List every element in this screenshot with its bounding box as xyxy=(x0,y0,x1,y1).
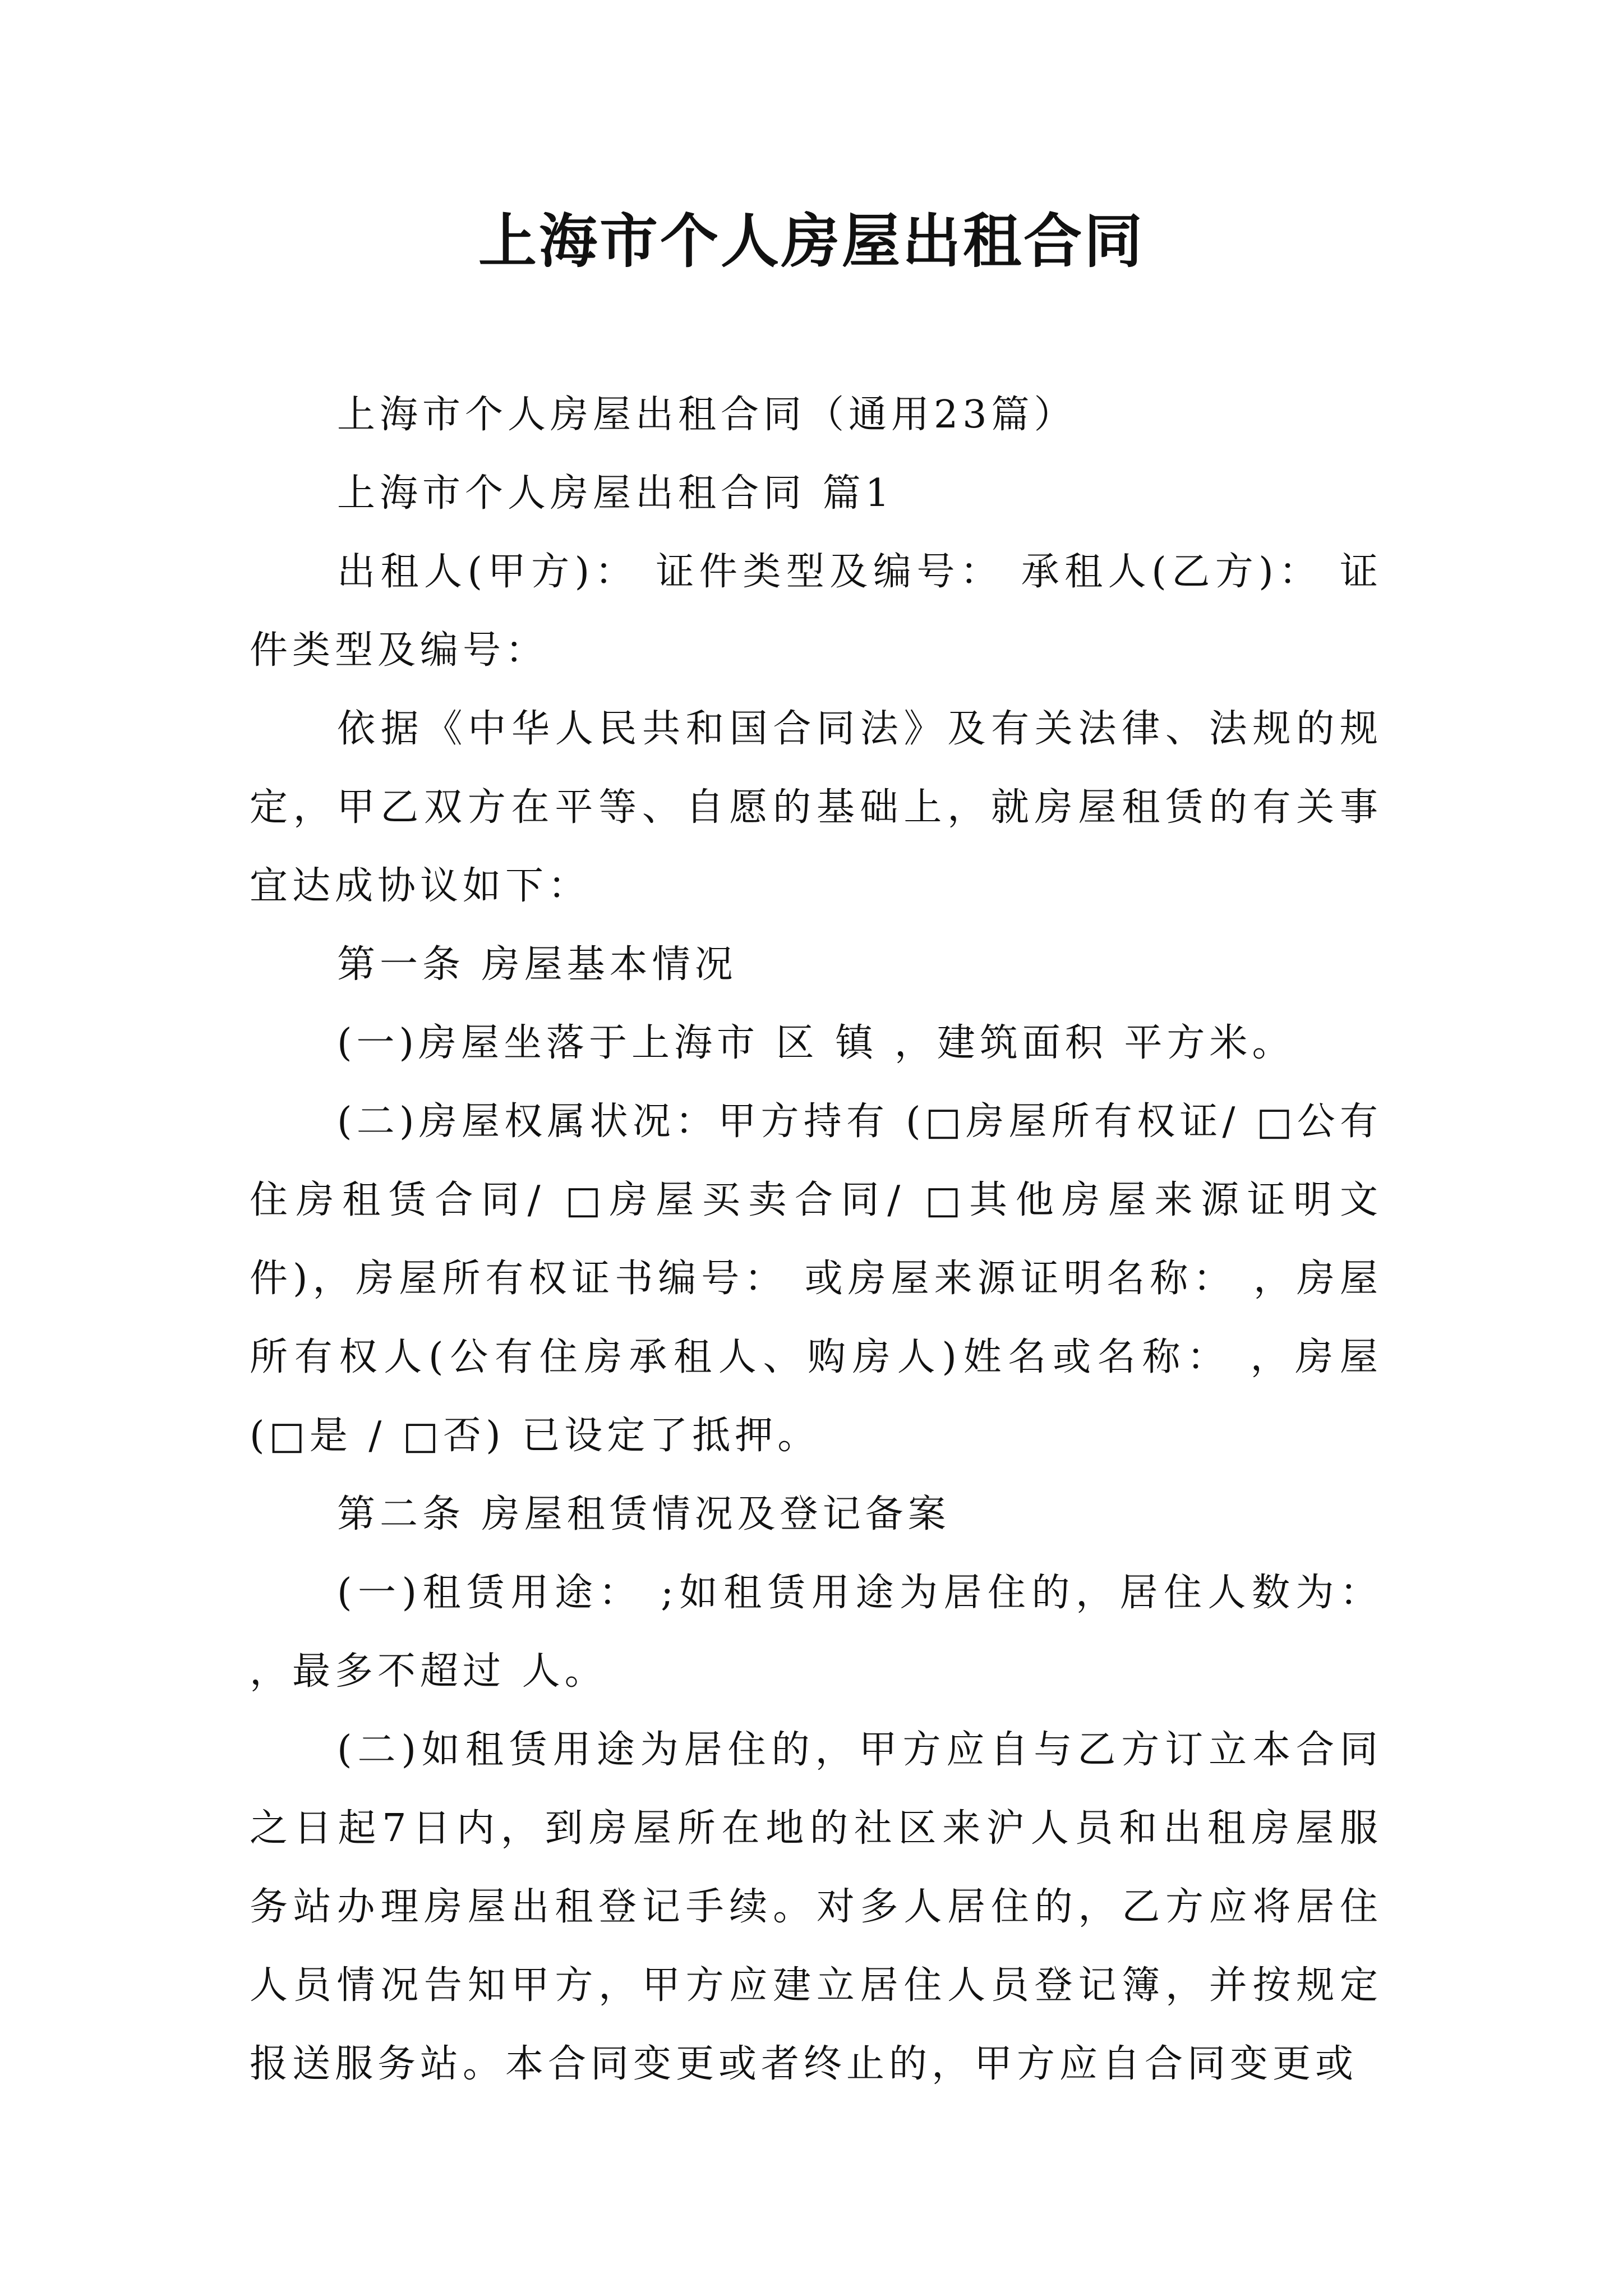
paragraph-parties: 出租人(甲方)： 证件类型及编号： 承租人(乙方)： 证件类型及编号： xyxy=(250,550,1382,673)
paragraph-preamble: 依据《中华人民共和国合同法》及有关法律、法规的规定，甲乙双方在平等、自愿的基础上，就房屋租赁的有关事宜达成协议如下： xyxy=(250,707,1382,908)
document-title: 上海市个人房屋出租合同 xyxy=(478,206,1145,275)
paragraph-section-1-heading: 第一条 房屋基本情况 xyxy=(337,942,737,987)
paragraph-article-heading: 上海市个人房屋出租合同 篇1 xyxy=(337,471,894,516)
document-body xyxy=(250,376,1382,2104)
paragraph-section-2-item-2: (二)如租赁用途为居住的，甲方应自与乙方订立本合同之日起7日内，到房屋所在地的社区来沪人员和出租房屋服务站办理房屋出租登记手续。对多人居住的，乙方应将居住人员情况告知甲方，甲方应建立居住人员登记簿，并按规定报送服务站。本合同变更或者终止的，甲方应自合同变更或 xyxy=(250,1728,1382,2086)
paragraph-section-2-heading: 第二条 房屋租赁情况及登记备案 xyxy=(337,1492,951,1536)
paragraph-section-1-item-1: (一)房屋坐落于上海市 区 镇 ，建筑面积 平方米。 xyxy=(337,1021,1295,1065)
paragraph-section-1-item-2: (二)房屋权属状况：甲方持有 (□房屋所有权证/ □公有住房租赁合同/ □房屋买卖合同/ □其他房屋来源证明文件)，房屋所有权证书编号： 或房屋来源证明名称： ，房屋所有权人(公有住房承租人、购房人)姓名或名称： ，房屋(□是 / □否) 已设定了抵押。 xyxy=(250,1099,1382,1458)
paragraph-collection-title: 上海市个人房屋出租合同（通用23篇） xyxy=(337,393,1077,437)
paragraph-section-2-item-1: (一)租赁用途： ;如租赁用途为居住的，居住人数为： ，最多不超过 人。 xyxy=(250,1571,1382,1694)
